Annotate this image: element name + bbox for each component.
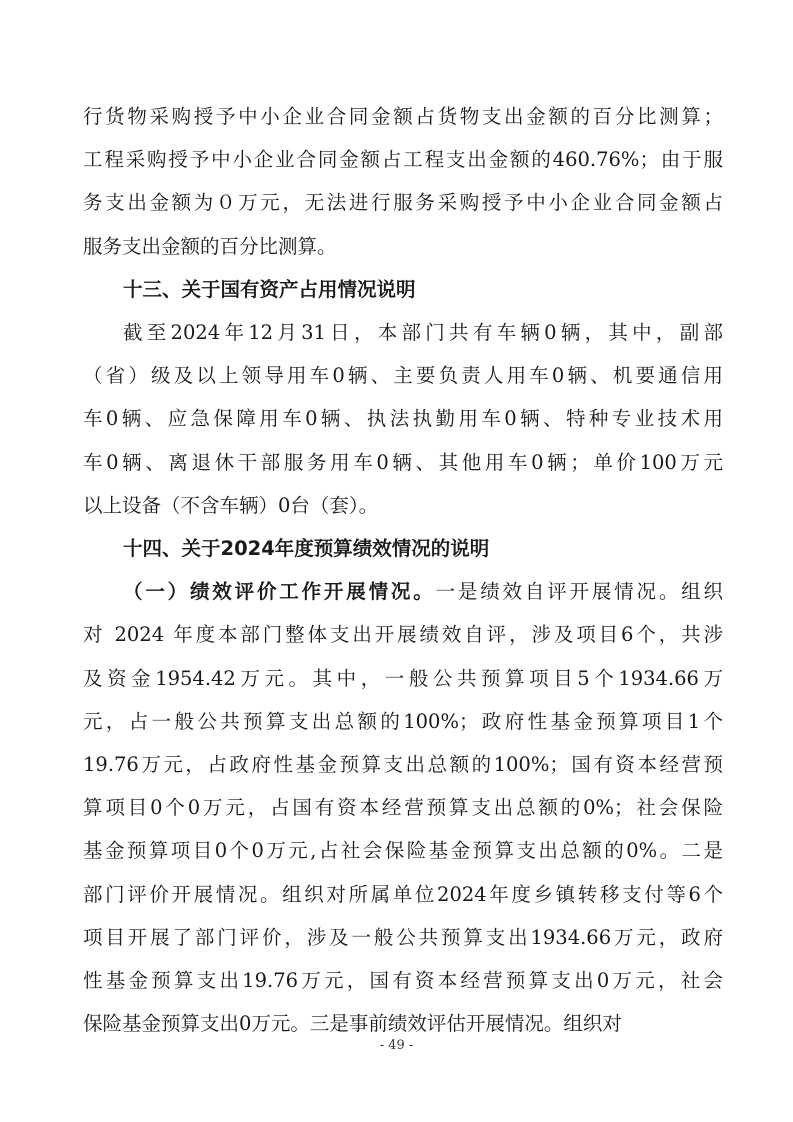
paragraph-line: 务支出金额为０万元，无法进行服务采购授予中小企业合同金额占: [83, 191, 723, 214]
paragraph-line: 车0辆、离退休干部服务用车0辆、其他用车0辆；单价100万元: [83, 451, 723, 474]
paragraph-line: 元，占一般公共预算支出总额的100%；政府性基金预算项目1个: [83, 710, 723, 733]
page-number: - 49 -: [379, 1038, 414, 1053]
paragraph-line: 及资金1954.42万元。其中，一般公共预算项目5个1934.66万: [83, 667, 723, 690]
paragraph-line: 行货物采购授予中小企业合同金额占货物支出金额的百分比测算；: [83, 105, 723, 128]
paragraph-line: 19.76万元，占政府性基金预算支出总额的100%；国有资本经营预: [83, 753, 723, 776]
paragraph-line: 对 2024 年度本部门整体支出开展绩效自评，涉及项目6个，共涉: [83, 623, 723, 646]
paragraph-line: 车0辆、应急保障用车0辆、执法执勤用车0辆、特种专业技术用: [83, 407, 723, 430]
paragraph-line: （省）级及以上领导用车0辆、主要负责人用车0辆、机要通信用: [83, 364, 723, 387]
section-14-heading: 十四、关于2024年度预算绩效情况的说明: [123, 537, 490, 560]
paragraph-line: 算项目0个0万元，占国有资本经营预算支出总额的0%；社会保险: [83, 796, 723, 819]
paragraph-text: 一是绩效自评开展情况。组织: [435, 580, 723, 603]
paragraph-line: [123, 575, 723, 609]
paragraph-line: 工程采购授予中小企业合同金额占工程支出金额的460.76%；由于服: [83, 148, 723, 171]
subsection-heading: （一）绩效评价工作开展情况。: [123, 580, 436, 603]
paragraph-line: 部门评价开展情况。组织对所属单位2024年度乡镇转移支付等6个: [83, 883, 723, 906]
section-13-heading: 十三、关于国有资产占用情况说明: [123, 278, 416, 301]
paragraph-line: 保险基金预算支出0万元。三是事前绩效评估开展情况。组织对: [83, 1012, 622, 1035]
paragraph-line: 服务支出金额的百分比测算。: [83, 235, 337, 258]
paragraph-line: 性基金预算支出19.76万元，国有资本经营预算支出0万元，社会: [83, 969, 723, 992]
paragraph-line: 以上设备（不含车辆）0台（套）。: [83, 494, 379, 517]
paragraph-line: 基金预算项目0个0万元,占社会保险基金预算支出总额的0%。二是: [83, 839, 723, 862]
paragraph-line: 截至2024年12月31日，本部门共有车辆0辆，其中，副部: [123, 321, 723, 344]
paragraph-line: 项目开展了部门评价，涉及一般公共预算支出1934.66万元，政府: [83, 926, 723, 949]
